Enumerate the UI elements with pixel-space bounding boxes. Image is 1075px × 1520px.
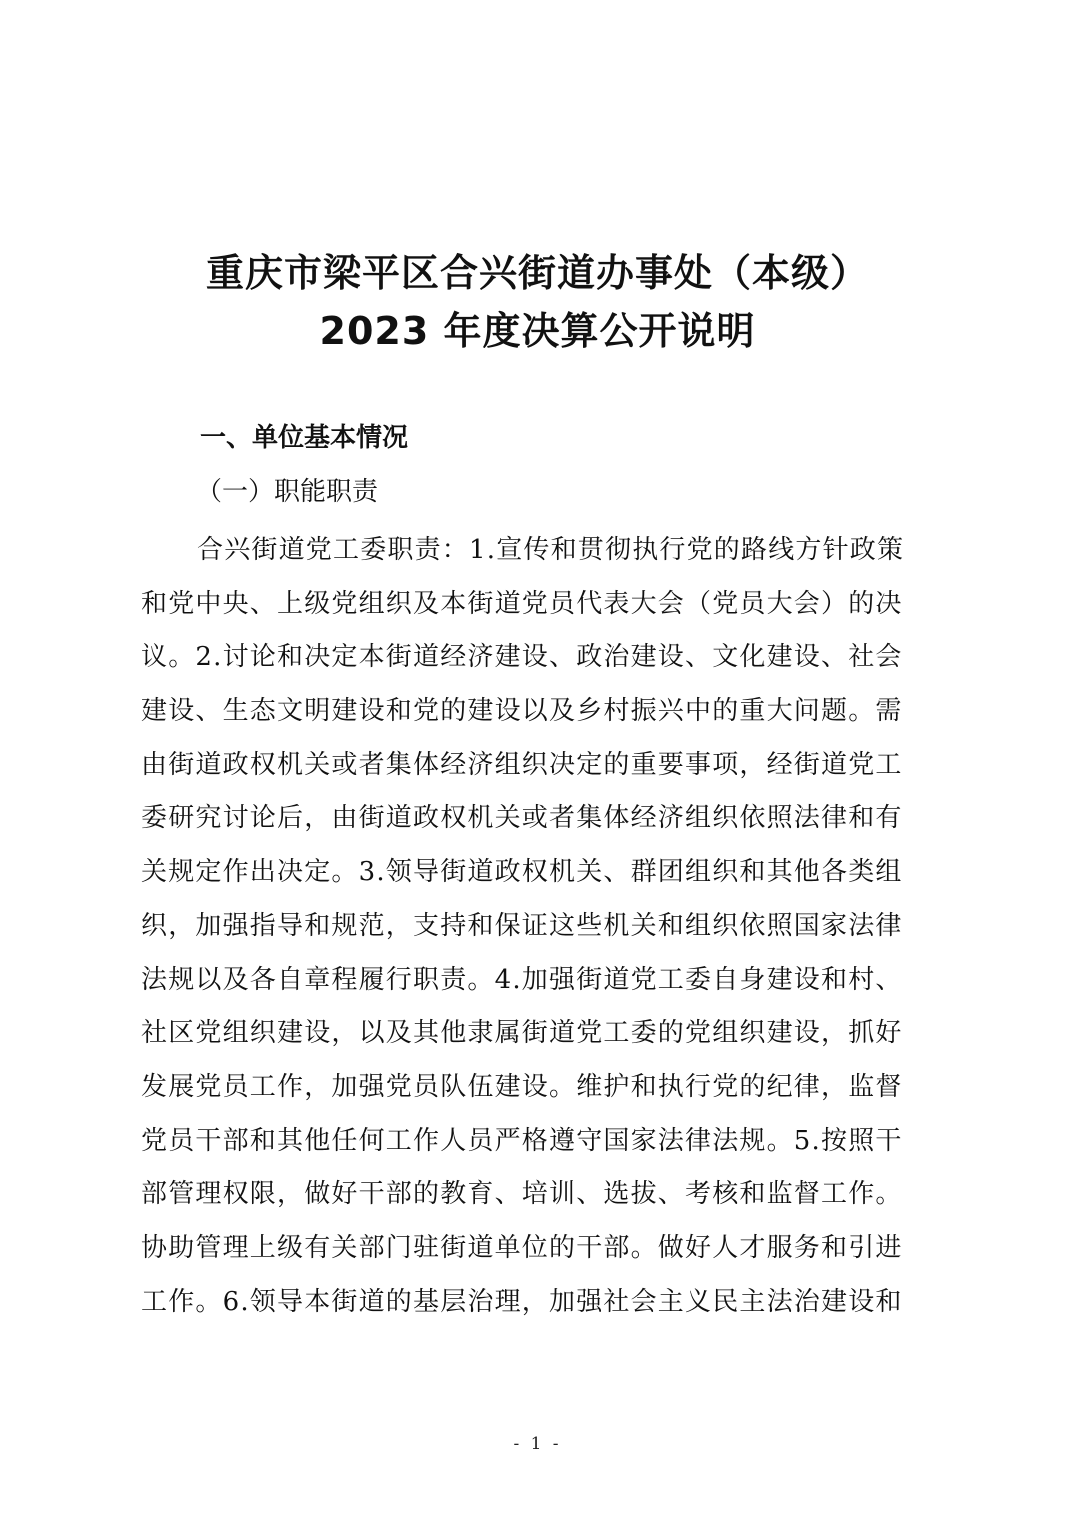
body-paragraph [141,524,941,1329]
body-line: 协助管理上级有关部门驻街道单位的干部。做好人才服务和引进 [141,1232,903,1263]
body-line: 工作。6.领导本街道的基层治理，加强社会主义民主法治建设和 [141,1286,903,1317]
body-line: 党员干部和其他任何工作人员严格遵守国家法律法规。5.按照干 [141,1125,903,1156]
document-title [0,244,1075,360]
body-line: 法规以及各自章程履行职责。4.加强街道党工委自身建设和村、 [141,964,903,995]
body-line: 社区党组织建设，以及其他隶属街道党工委的党组织建设，抓好 [141,1018,903,1049]
subsection-heading: （一）职能职责 [196,477,379,507]
body-line: 发展党员工作，加强党员队伍建设。维护和执行党的纪律，监督 [141,1071,903,1102]
body-line: 议。2.讨论和决定本街道经济建设、政治建设、文化建设、社会 [141,642,903,673]
body-line: 部管理权限，做好干部的教育、培训、选拔、考核和监督工作。 [141,1179,903,1210]
page-number: - 1 - [513,1434,562,1454]
section-heading: 一、单位基本情况 [200,423,409,453]
body-line: 织，加强指导和规范，支持和保证这些机关和组织依照国家法律 [141,910,903,941]
title-line-1: 重庆市梁平区合兴街道办事处（本级） [205,251,869,295]
body-line: 建设、生态文明建设和党的建设以及乡村振兴中的重大问题。需 [141,696,903,727]
body-line: 关规定作出决定。3.领导街道政权机关、群团组织和其他各类组 [141,857,903,888]
body-line: 委研究讨论后，由街道政权机关或者集体经济组织依照法律和有 [141,803,903,834]
body-line: 和党中央、上级党组织及本街道党员代表大会（党员大会）的决 [141,588,903,619]
title-line-2: 2023 年度决算公开说明 [319,309,756,353]
body-line: 合兴街道党工委职责：1.宣传和贯彻执行党的路线方针政策 [197,535,905,565]
body-line: 由街道政权机关或者集体经济组织决定的重要事项，经街道党工 [141,749,903,780]
